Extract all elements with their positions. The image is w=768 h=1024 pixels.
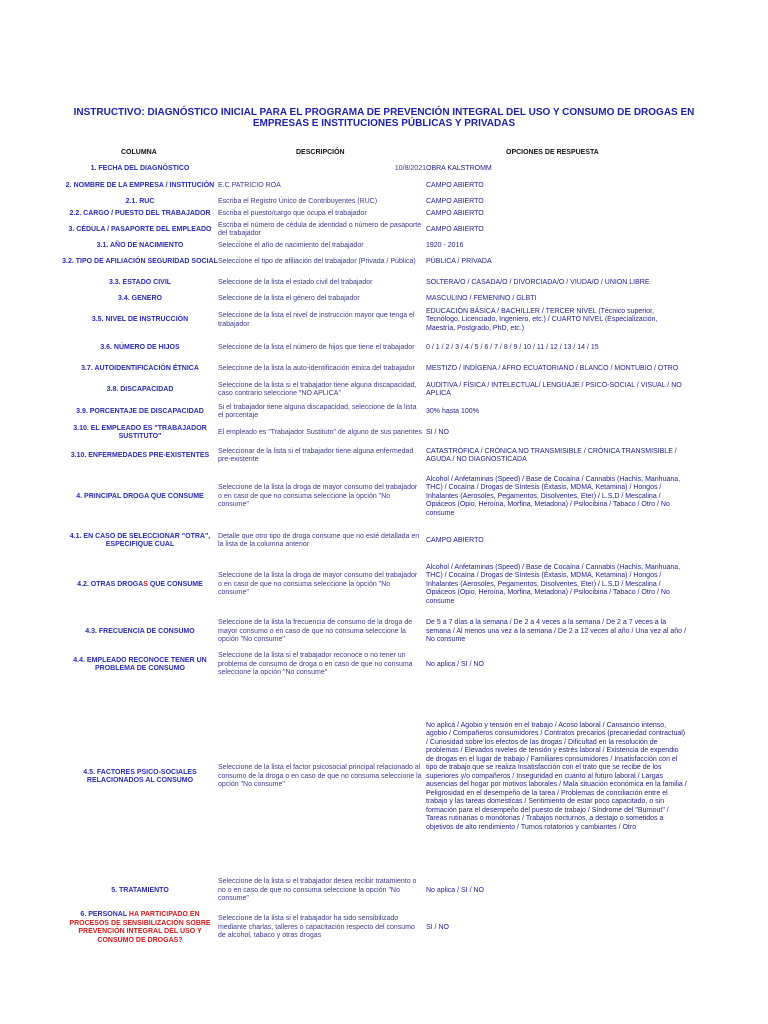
row-options: MASCULINO / FEMENINO / GLBTI [426, 294, 537, 302]
row-options: MESTIZO / INDÍGENA / AFRO ECUATORIANO / BLANCO / MONTUBIO / OTRO [426, 364, 679, 372]
row-options: 1920 - 2016 [426, 241, 464, 249]
row-options: AUDITIVA / FÍSICA / INTELECTUAL/ LENGUAJE / PSICO-SOCIAL / VISUAL / NO APLICA [426, 381, 682, 397]
row-options: CATASTRÓFICA / CRÓNICA NO TRANSMISIBLE / CRÓNICA TRANSMISIBLE / AGUDA / NO DIAGNOSTICADA [426, 447, 677, 463]
row-column-name: 5. TRATAMIENTO [111, 886, 169, 894]
table-row [0, 402, 768, 422]
row-column-name: 1. FECHA DEL DIAGNÓSTICO [90, 164, 190, 172]
row-description: Seleccione de la lista el género del trabajador [218, 294, 360, 302]
row-description: E.C PATRICIO ROA [218, 181, 281, 189]
row-column-name: 4. PRINCIPAL DROGA QUE CONSUME [76, 492, 204, 500]
table-row [0, 714, 768, 840]
row-options: 30% hasta 100% [426, 407, 479, 415]
table-row [0, 307, 768, 334]
row-column-name: 3.9. PORCENTAJE DE DISCAPACIDAD [76, 407, 204, 415]
row-column-name: 3.6. NÚMERO DE HIJOS [100, 343, 180, 351]
table-row [0, 380, 768, 400]
table-row [0, 252, 768, 272]
table-row [0, 338, 768, 358]
table-row [0, 876, 768, 906]
table-row [0, 196, 768, 208]
row-options: PÚBLICA / PRIVADA [426, 257, 492, 265]
row-options: Alcohol / Anfetaminas (Speed) / Base de Cocaína / Cannabis (Hachís, Marihuana, THC) / Cocaína / Drogas de Síntesis (Éxtasis, MDMA, Ketamina) / Hongos / Inhalantes (Aerosoles, Pegamentos, Disolventes, Eter) / L.S.D / Mescalina / Opiáceos (Opio, Heroína, Morfina, Metadona) / Psilocibina / Tabaco / Otro / No consume [426, 563, 681, 605]
row-description: Seleccione el año de nacimiento del trabajador [218, 241, 364, 249]
row-description: Seleccione de la lista la auto-identificación étnica del trabajador [218, 364, 415, 372]
row-description: Seleccione de la lista si el trabajador tiene alguna discapacidad, caso contrario seleccione "NO APLICA" [218, 381, 417, 397]
row-options: CAMPO ABIERTO [426, 197, 484, 205]
row-options: CAMPO ABIERTO [426, 225, 484, 233]
row-column-name: 4.2. OTRAS DROGAS QUE CONSUME [77, 580, 203, 588]
row-column-name: 3. CÉDULA / PASAPORTE DEL EMPLEADO [68, 225, 212, 233]
row-description: Seleccione de la lista el estado civil del trabajador [218, 278, 373, 286]
table-row [0, 562, 768, 608]
row-options: CAMPO ABIERTO [426, 209, 484, 217]
row-description: Seleccione de la lista el número de hijos que tiene el trabajador [218, 343, 415, 351]
table-row [0, 910, 768, 946]
row-column-name: 3.1. AÑO DE NACIMIENTO [96, 241, 184, 249]
table-row [0, 220, 768, 240]
row-options: No aplica / SI / NO [426, 660, 484, 668]
table-row [0, 651, 768, 679]
table-row [0, 276, 768, 290]
header-opciones: OPCIONES DE RESPUESTA [506, 149, 599, 156]
row-description: Escriba el puesto/cargo que ocupa el trabajador [218, 209, 367, 217]
row-options: No aplica / Agobio y tensión en el trabajo / Acoso laboral / Cansancio intenso, agobio / Compañeros consumidores / Contratos precarios (precariedad contractual) / Curiosidad sobre los efectos de las drogas / Dificultad en la resolución de problemas / Elevados niveles de tensión y estrés laboral / Existencia de expendio de drogas en el lugar de trabajo / Familiares consumidores / Insatisfacción con el tipo de trabajo que se realiza Insatisfacción con el trato que se recibe de los superiores y/o compañeros / Inseguridad en cuanto al futuro laboral / Largas ausencias del hogar por motivos laborales / Mala situación económica en la familia / Peligrosidad en el desempeño de la tarea / Problemas de conciliación entre el trabajo y las tareas domesticas / Sentimiento de estar poco capacitado, o sin formación para el desempeño del puesto de trabajo / Síndrome del "Burnout" / Tareas rutinarias o monótonas / Trabajos nocturnos, a destajo o sometidos a objetivos de alto rendimiento / Turnos rotatorios y cambiantes / Otro [426, 721, 687, 831]
row-column-name: 3.2. TIPO DE AFILIACIÓN SEGURIDAD SOCIAL [62, 257, 218, 265]
row-description: Si el trabajador tiene alguna discapacidad, seleccione de la lista el porcentaje [218, 403, 417, 419]
row-options: No aplica / SI / NO [426, 886, 484, 894]
row-description: Seleccione de la lista si el trabajador desea recibir tratamiento o no o en caso de que no consuma seleccione la opción "No consume" [218, 878, 417, 903]
table-row [0, 423, 768, 443]
row-description: Seleccionar de la lista si el trabajador tiene alguna enfermedad pre-existente [218, 447, 414, 463]
row-column-name: 4.1. EN CASO DE SELECCIONAR "OTRA", ESPECIFIQUE CUAL [69, 532, 211, 548]
row-column-name: 2. NOMBRE DE LA EMPRESA / INSTITUCIÓN [65, 181, 215, 189]
row-column-name: 3.10. EL EMPLEADO ES "TRABAJADOR SUSTITUTO" [73, 424, 207, 440]
row-column-name: 2.1. RUC [125, 197, 155, 205]
row-options: SOLTERA/O / CASADA/O / DIVORCIADA/O / VIUDA/O / UNION LIBRE [426, 278, 650, 286]
table-row [0, 359, 768, 379]
row-column-name: 3.8. DISCAPACIDAD [106, 385, 174, 393]
row-column-name: 3.5. NIVEL DE INSTRUCCIÓN [91, 316, 189, 324]
row-options: OBRA KALSTROMM [426, 164, 492, 172]
row-options: Alcohol / Anfetaminas (Speed) / Base de Cocaína / Cannabis (Hachís, Marihuana, THC) / Cocaína / Drogas de Síntesis (Éxtasis, MDMA, Ketamina) / Hongos / Inhalantes (Aerosoles, Pegamentos, Disolventes, Eter) / L.S.D / Mescalina / Opiáceos (Opio, Heroína, Morfina, Metadona) / Psilocibina / Tabaco / Otro / No consume [426, 475, 681, 517]
table-row [0, 530, 768, 552]
row-description: Seleccione de la lista la frecuencia de consumo de la droga de mayor consumo o en caso de que no consuma seleccione la opción "No consume" [218, 619, 413, 644]
row-description: Seleccione de la lista si el trabajador ha sido sensibilizado mediante charlas, talleres o capacitación respecto del consumo de alcohol, tabaco y otras drogas [218, 915, 415, 940]
row-options: SI / NO [426, 923, 449, 931]
row-description: El empleado es "Trabajador Sustituto" de alguno de sus parientes [218, 428, 422, 436]
row-column-name: 3.7. AUTOIDENTIFICACIÓN ÉTNICA [81, 364, 199, 372]
row-column-name: 6. PERSONAL HA PARTICIPADO EN PROCESOS DE SENSIBILIZACIÓN SOBRE PREVENCIÓN INTEGRAL DEL USO Y CONSUMO DE DROGAS? [69, 911, 211, 944]
row-options: 0 / 1 / 2 / 3 / 4 / 5 / 6 / 7 / 8 / 9 / 10 / 11 / 12 / 13 / 14 / 15 [426, 343, 599, 351]
row-column-name: 3.3. ESTADO CIVIL [108, 278, 172, 286]
document-title: INSTRUCTIVO: DIAGNÓSTICO INICIAL PARA EL PROGRAMA DE PREVENCIÓN INTEGRAL DEL USO Y CONSUMO DE DROGAS EN EMPRESAS E INSTITUCIONES PÚBLICAS Y PRIVADAS [73, 107, 695, 129]
table-row [0, 176, 768, 196]
row-column-name: 4.4. EMPLEADO RECONOCE TENER UN PROBLEMA DE CONSUMO [73, 656, 207, 672]
row-column-name: 3.4. GENERO [118, 294, 162, 302]
row-description: Seleccione de la lista si el trabajador reconoce o no tener un problema de consumo de droga o en caso de que no consuma seleccione la opción "No consume" [218, 652, 413, 677]
table-row [0, 618, 768, 646]
table-row [0, 240, 768, 252]
row-column-name: 4.5. FACTORES PSICO-SOCIALES RELACIONADOS AL CONSUMO [83, 768, 197, 784]
row-description: Seleccione de la lista la droga de mayor consumo del trabajador o en caso de que no consuma seleccione la opción "No consume" [218, 572, 418, 597]
row-options: EDUCACIÓN BÁSICA / BACHILLER / TERCER NIVEL (Técnico superior, Tecnólogo, Licenciado, Ingeniero, etc.) / CUARTO NIVEL (Especialización, Maestría, Postgrado, PhD, etc.) [426, 307, 658, 332]
row-options: SI / NO [426, 428, 449, 436]
row-options: De 5 a 7 días a la semana / De 2 a 4 veces a la semana / De 2 a 7 veces a la semana / Al menos una vez a la semana / De 2 a 12 veces al año / Una vez al año / No consume [426, 619, 686, 644]
table-row [0, 208, 768, 220]
row-description: Escriba el número de cédula de identidad o número de pasaporte del trabajador [218, 221, 422, 237]
table-row [0, 163, 768, 175]
table-row [0, 446, 768, 466]
row-column-name: 3.10. ENFERMEDADES PRE-EXISTENTES [70, 451, 210, 459]
diagnostic-date: 10/8/2021 [394, 164, 426, 172]
table-row [0, 474, 768, 520]
row-description: Seleccione de la lista el nivel de instrucción mayor que tenga el trabajador [218, 312, 415, 328]
table-row [0, 292, 768, 306]
header-columna: COLUMNA [121, 149, 157, 156]
row-options: CAMPO ABIERTO [426, 181, 484, 189]
row-column-name: 4.3. FRECUENCIA DE CONSUMO [85, 627, 195, 635]
row-description: Seleccione de la lista la droga de mayor consumo del trabajador o en caso de que no consuma seleccione la opción "No consume" [218, 484, 418, 509]
row-options: CAMPO ABIERTO [426, 536, 484, 544]
header-descripcion: DESCRIPCIÓN [296, 149, 345, 156]
row-description: Seleccione de la lista el factor psicosocial principal relacionado al consumo de la droga o en caso de que no consuma seleccione la opción "No consume" [218, 764, 422, 789]
row-description: Seleccione el tipo de afiliación del trabajador (Privada / Pública) [218, 257, 416, 265]
row-column-name: 2.2. CARGO / PUESTO DEL TRABAJADOR [69, 209, 211, 217]
row-description: Escriba el Registro Único de Contribuyentes (RUC) [218, 197, 378, 205]
row-description: Detalle que otro tipo de droga consume que no esté detallada en la lista de la columna anterior [218, 532, 420, 548]
